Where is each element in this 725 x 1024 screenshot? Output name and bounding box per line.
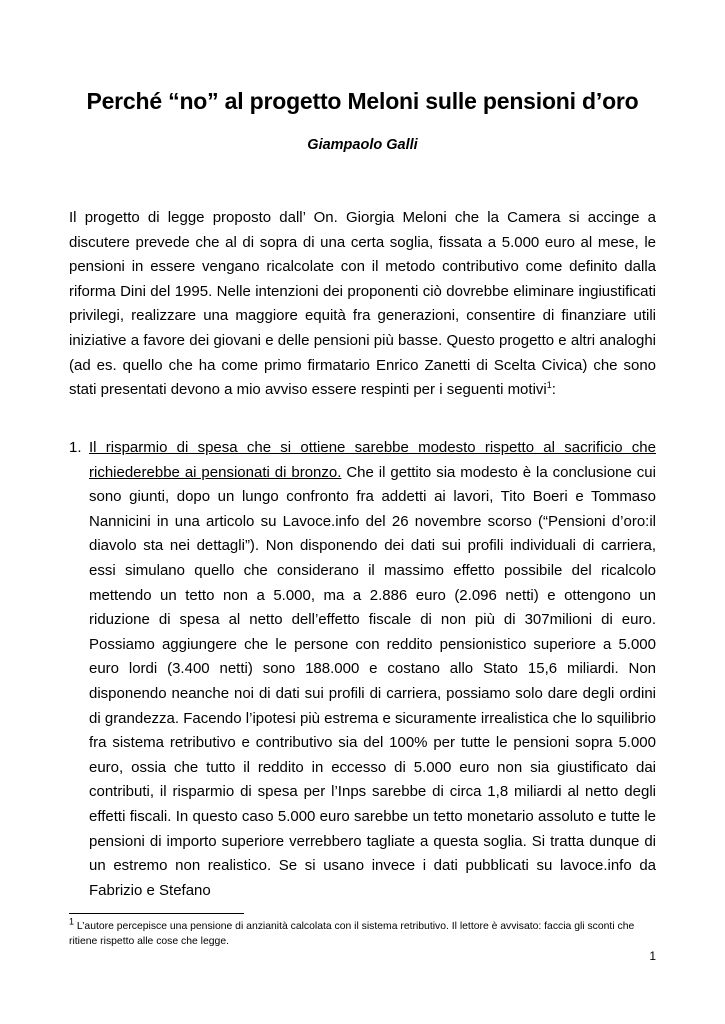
intro-text: Il progetto di legge proposto dall’ On. Giorgia Meloni che la Camera si accinge a discutere prevede che al di sopra di una certa soglia, fissata a 5.000 euro al mese, le pensioni in essere vengano ricalcolate con il metodo contributivo come definito dalla riforma Dini del 1995. Nelle intenzioni dei proponenti ciò dovrebbe eliminare ingiustificati privilegi, realizzare una maggiore equità fra generazioni, consentire di finanziare utili iniziative a favore dei giovani e delle pensioni più basse. Questo progetto e altri analoghi (ad es. quello che ha come primo firmatario Enrico Zanetti di Scelta Civica) che sono stati presentati devono a mio avviso essere respinti per i seguenti motivi	[69, 209, 656, 399]
footnote	[69, 916, 659, 949]
document-title: Perché “no” al progetto Meloni sulle pensioni d’oro	[86, 88, 639, 114]
author-name: Giampaolo Galli	[307, 137, 418, 153]
footnote-text: L’autore percepisce una pensione di anzianità calcolata con il sistema retributivo. Il lettore è avvisato: faccia gli sconti che ritiene rispetto alle cose che legge.	[69, 921, 635, 947]
intro-paragraph	[69, 206, 656, 403]
underlined-heading: Il risparmio di spesa che si ottiene sarebbe modesto rispetto al sacrificio che richiederebbe ai pensionati di bronzo.	[89, 439, 656, 481]
page-number: 1	[649, 949, 656, 963]
list-item-text: Che il gettito sia modesto è la conclusione cui sono giunti, dopo un lungo confronto fra addetti ai lavori, Tito Boeri e Tommaso Nannicini in una articolo su Lavoce.info del 26 novembre scorso (“Pensioni d’oro:il diavolo sta nei dettagli”). Non disponendo dei dati sui profili individuali di carriera, essi simulano quello che considerano il massimo effetto possibile del ricalcolo mettendo un tetto non a 5.000, ma a 2.886 euro (2.096 netti) e ottengono un riduzione di spesa al netto dell’effetto fiscale di non più di 307milioni di euro. Possiamo aggiungere che le persone con reddito pensionistico superiore a 5.000 euro lordi (3.400 netti) sono 188.000 e costano allo Stato 15,6 miliardi. Non disponendo neanche noi di dati sui profili di carriera, possiamo solo dare degli ordini di grandezza. Facendo l’ipotesi più estrema e sicuramente irrealistica che lo squilibrio fra sistema retributivo e contributivo sia del 100% per tutte le pensioni sopra 5.000 euro, ossia che tutto il reddito in eccesso di 5.000 euro non sia giustificato dai contributi, il risparmio di spesa per l’Inps sarebbe di circa 1,8 miliardi al netto degli effetti fiscali. In questo caso 5.000 euro sarebbe un tetto monetario assoluto e tutte le pensioni di importo superiore verrebbero tagliate a questa soglia. Si tratta dunque di un estremo non realistico. Se si usano invece i dati pubblicati su lavoce.info da Fabrizio e Stefano	[89, 463, 656, 899]
footnote-number: 1	[69, 916, 75, 927]
intro-colon: :	[551, 381, 556, 399]
list-item-number: 1.	[69, 439, 82, 456]
footnote-separator	[69, 913, 244, 914]
list-item-body	[89, 436, 656, 903]
footnote-reference[interactable]: 1	[546, 380, 552, 391]
